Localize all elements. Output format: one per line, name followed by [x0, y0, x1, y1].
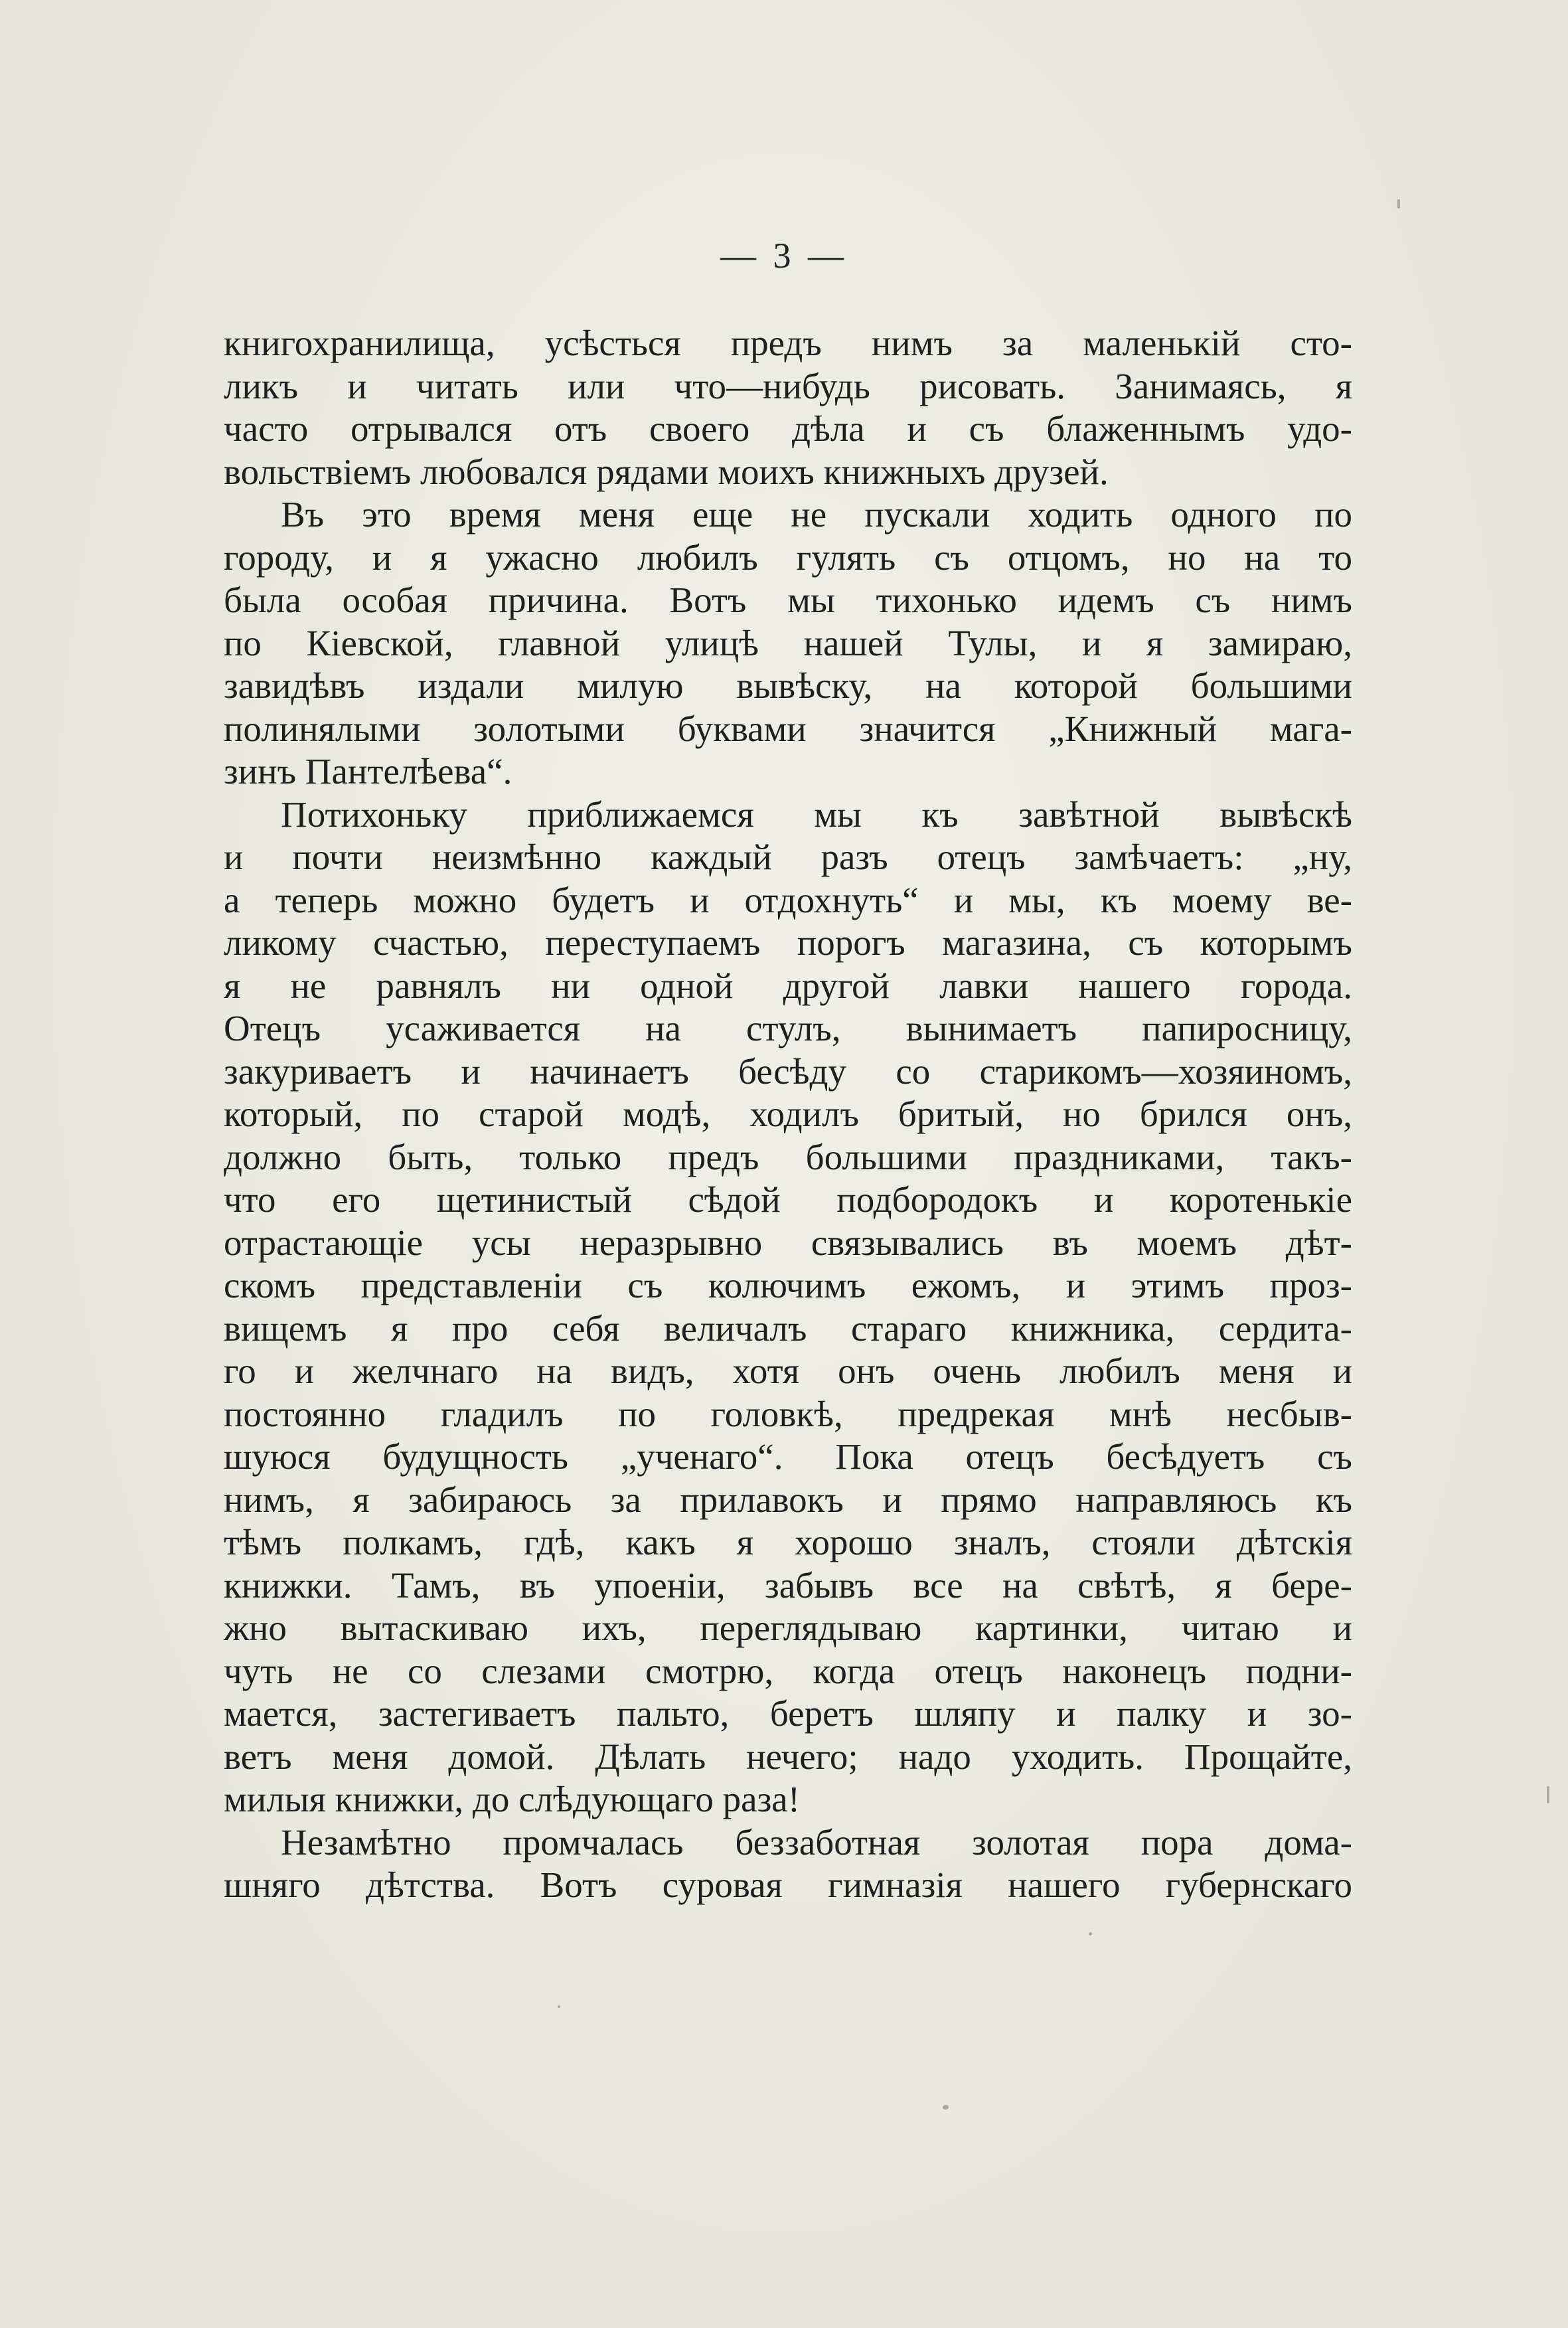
text-line: по Кіевской, главной улицѣ нашей Тулы, и я замираю,	[224, 622, 1352, 663]
text-line: зинъ Пантелѣева“.	[224, 751, 512, 791]
text-line: городу, и я ужасно любилъ гулять съ отцомъ, но на то	[224, 537, 1352, 578]
text-line: книгохранилища, усѣсться предъ нимъ за маленькій сто-	[224, 323, 1352, 363]
text-line: милыя книжки, до слѣдующаго раза!	[224, 1779, 801, 1819]
text-line: отрастающіе усы неразрывно связывались въ моемъ дѣт-	[224, 1222, 1352, 1263]
text-line: постоянно гладилъ по головкѣ, предрекая мнѣ несбыв-	[224, 1393, 1352, 1434]
page-number: — 3 —	[720, 236, 848, 276]
text-line: нимъ, я забираюсь за прилавокъ и прямо направляюсь къ	[224, 1479, 1352, 1520]
text-line: мается, застегиваетъ пальто, беретъ шляпу и палку и зо-	[224, 1693, 1352, 1734]
text-line: я не равнялъ ни одной другой лавки нашего города.	[224, 965, 1352, 1006]
text-line: должно быть, только предъ большими праздниками, такъ-	[224, 1136, 1352, 1177]
text-line: а теперь можно будетъ и отдохнуть“ и мы, къ моему ве-	[224, 879, 1352, 920]
text-line: полинялыми золотыми буквами значится „Книжный мага-	[224, 708, 1352, 749]
text-line: Незамѣтно промчалась беззаботная золотая пора дома-	[281, 1821, 1352, 1863]
text-line: который, по старой модѣ, ходилъ бритый, но брился онъ,	[224, 1094, 1352, 1134]
paper-speck	[1397, 199, 1400, 208]
text-line: скомъ представленіи съ колючимъ ежомъ, и этимъ проз-	[224, 1265, 1352, 1305]
body-text	[224, 322, 1352, 1907]
text-line: книжки. Тамъ, въ упоеніи, забывъ все на свѣтѣ, я бере-	[224, 1564, 1352, 1606]
text-line: вищемъ я про себя величалъ стараго книжника, сердита-	[224, 1307, 1352, 1349]
text-line: чуть не со слезами смотрю, когда отецъ наконецъ подни-	[224, 1650, 1352, 1691]
text-line: закуриваетъ и начинаетъ бесѣду со старикомъ—хозяиномъ,	[224, 1050, 1352, 1092]
text-line: го и желчнаго на видъ, хотя онъ очень любилъ меня и	[224, 1351, 1352, 1391]
text-line: шуюся будущность „ученаго“. Пока отецъ бесѣдуетъ съ	[224, 1436, 1352, 1477]
text-line: шняго дѣтства. Вотъ суровая гимназія нашего губернскаго	[224, 1865, 1352, 1905]
paper-speck	[1089, 1932, 1092, 1936]
text-line: вольствіемъ любовался рядами моихъ книжныхъ друзей.	[224, 451, 1109, 492]
text-line: завидѣвъ издали милую вывѣску, на которой большими	[224, 665, 1352, 706]
text-line: ликъ и читать или что—нибудь рисовать. Занимаясь, я	[224, 365, 1352, 406]
text-line: Отецъ усаживается на стулъ, вынимаетъ папиросницу,	[224, 1008, 1352, 1048]
text-line: ветъ меня домой. Дѣлать нечего; надо уходить. Прощайте,	[224, 1736, 1352, 1777]
text-line: и почти неизмѣнно каждый разъ отецъ замѣчаетъ: „ну,	[224, 837, 1352, 877]
paper-speck	[1547, 1786, 1549, 1803]
paper-speck	[943, 2105, 949, 2110]
text-line: тѣмъ полкамъ, гдѣ, какъ я хорошо зналъ, стояли дѣтскія	[224, 1522, 1352, 1562]
text-line: что его щетинистый сѣдой подбородокъ и коротенькіе	[224, 1179, 1352, 1220]
text-line: Потихоньку приближаемся мы къ завѣтной вывѣскѣ	[281, 793, 1352, 835]
text-line: жно вытаскиваю ихъ, переглядываю картинки, читаю и	[224, 1608, 1352, 1648]
text-line: Въ это время меня еще не пускали ходить одного по	[281, 494, 1352, 535]
text-line: была особая причина. Вотъ мы тихонько идемъ съ нимъ	[224, 580, 1352, 620]
text-line: часто отрывался отъ своего дѣла и съ блаженнымъ удо-	[224, 408, 1352, 449]
paper-speck	[558, 2005, 560, 2008]
text-line: ликому счастью, переступаемъ порогъ магазина, съ которымъ	[224, 922, 1352, 963]
